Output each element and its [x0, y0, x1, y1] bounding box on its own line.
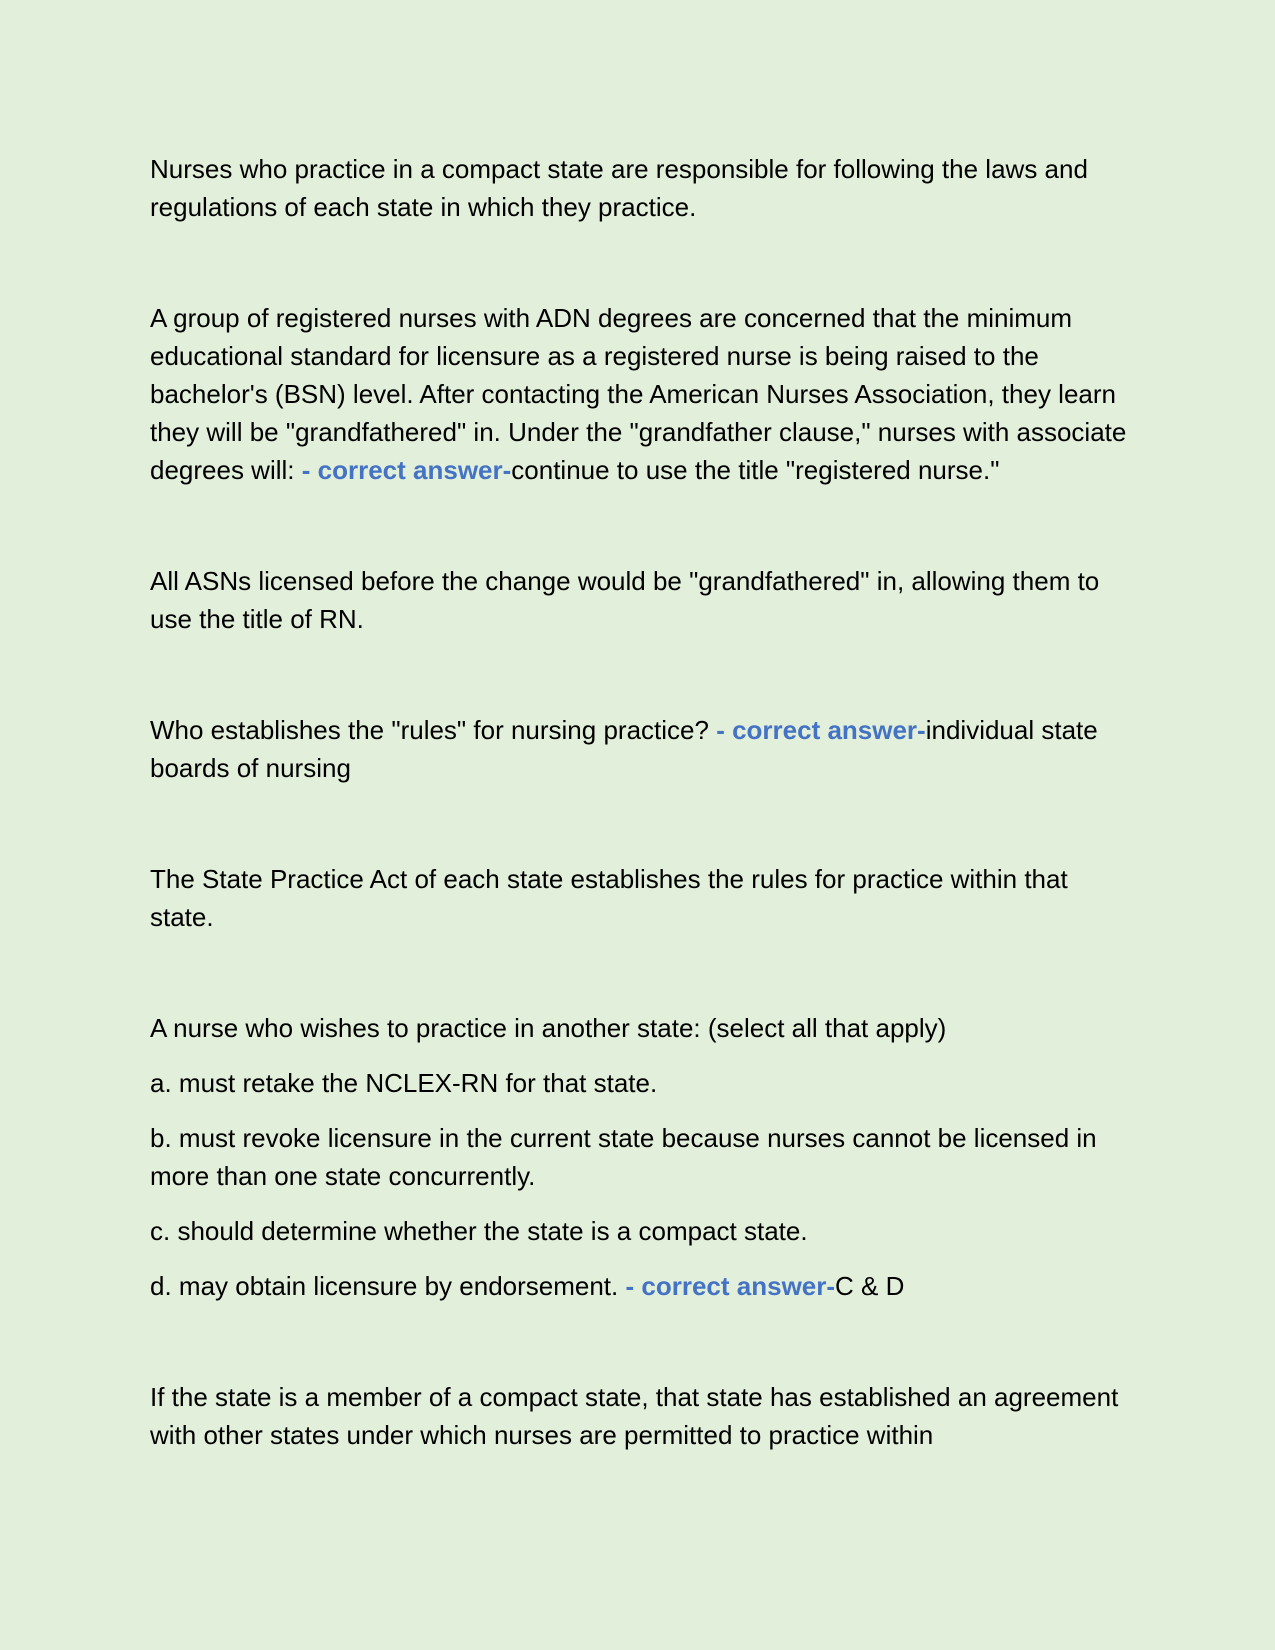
question-block	[150, 299, 1135, 489]
explanation-block	[150, 150, 1135, 226]
answer-text: individual state boards of nursing	[150, 715, 1098, 783]
question-block	[150, 1009, 1135, 1305]
question-text: A nurse who wishes to practice in another state: (select all that apply)	[150, 1013, 947, 1043]
explanation-block	[150, 562, 1135, 638]
question-paragraph	[150, 299, 1135, 489]
explanation-block	[150, 1378, 1135, 1454]
explanation-block	[150, 860, 1135, 936]
correct-answer-tag: - correct answer-	[716, 715, 926, 745]
answer-text: C & D	[835, 1271, 905, 1301]
option-c: c. should determine whether the state is a compact state.	[150, 1216, 808, 1246]
question-paragraph	[150, 711, 1135, 787]
option-a: a. must retake the NCLEX-RN for that state.	[150, 1068, 658, 1098]
explanation-text: Nurses who practice in a compact state are responsible for following the laws and regulations of each state in which they practice.	[150, 154, 1088, 222]
option-d: d. may obtain licensure by endorsement.	[150, 1271, 619, 1301]
answer-text: continue to use the title "registered nurse."	[511, 455, 1000, 485]
document-page	[150, 150, 1135, 1527]
question-block	[150, 711, 1135, 787]
option-b: b. must revoke licensure in the current state because nurses cannot be licensed in more than one state concurrently.	[150, 1123, 1097, 1191]
correct-answer-tag: - correct answer-	[625, 1271, 836, 1301]
explanation-text: If the state is a member of a compact state, that state has established an agreement with other states under which nurses are permitted to practice within	[150, 1382, 1119, 1450]
option-d-paragraph	[150, 1267, 1135, 1305]
explanation-text: All ASNs licensed before the change would be "grandfathered" in, allowing them to use the title of RN.	[150, 566, 1100, 634]
explanation-text: The State Practice Act of each state establishes the rules for practice within that state.	[150, 864, 1068, 932]
question-text: A group of registered nurses with ADN degrees are concerned that the minimum educational standard for licensure as a registered nurse is being raised to the bachelor's (BSN) level. After contacting the American Nurses Association, they learn they will be "grandfathered" in. Under the "grandfather clause," nurses with associate degrees will:	[150, 303, 1127, 485]
question-text: Who establishes the "rules" for nursing practice?	[150, 715, 709, 745]
correct-answer-tag: - correct answer-	[301, 455, 512, 485]
